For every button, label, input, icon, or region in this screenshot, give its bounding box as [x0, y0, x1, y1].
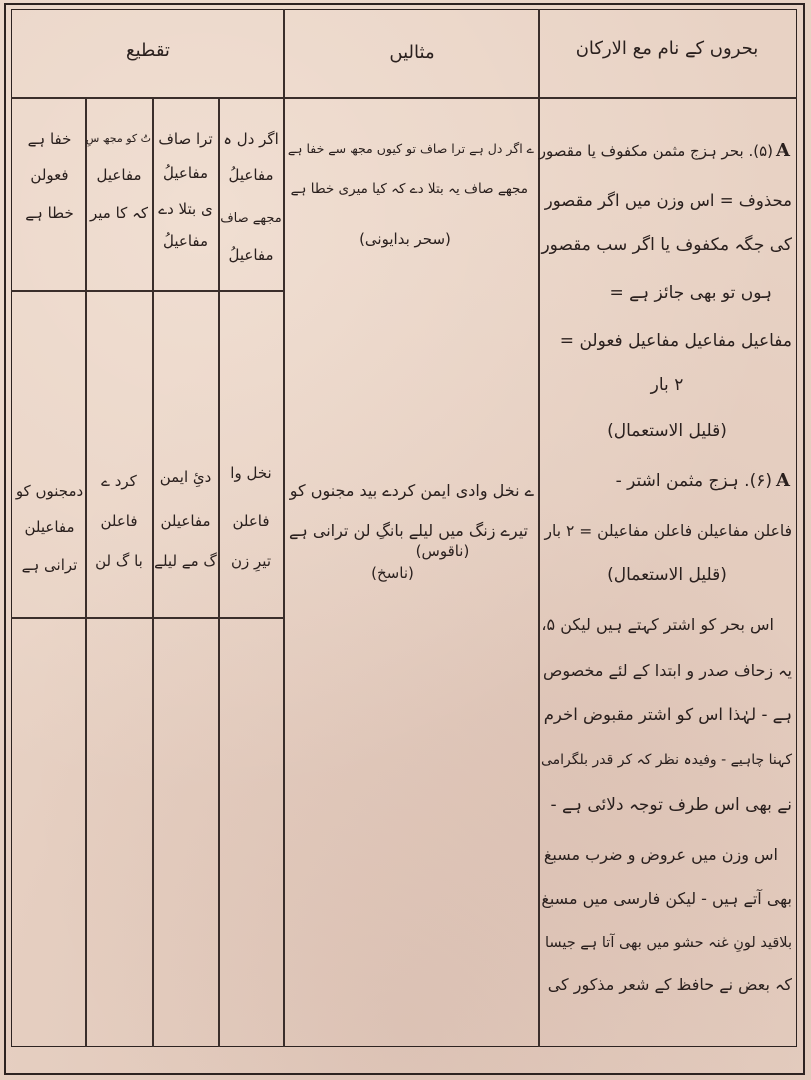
scansion-cell: مفاعیل — [96, 166, 142, 184]
names-line: (۵). بحر ہزج مثمن مکفوف یا مقصور — [538, 142, 773, 160]
scansion-row-rule — [11, 617, 283, 619]
names-line: ہوں تو بھی جائز ہے = — [609, 283, 772, 303]
names-line: بھی آتے ہیں - لیکن فارسی میں مسبغ — [541, 889, 792, 908]
scansion-cell: ی بتلا دے — [158, 200, 213, 218]
example-verse-line: ے اگر دل ہے ترا صاف تو کیوں مجھ سے خفا ہے — [287, 141, 534, 156]
names-line: ۲ بار — [650, 375, 684, 395]
scansion-cell: مفاعیلُ — [228, 166, 274, 184]
scansion-cell: ترانی ہے — [21, 556, 78, 574]
header-scansion-title: تقطیع — [126, 40, 170, 61]
header-names-title: بحروں کے نام مع الارکان — [575, 38, 759, 59]
header-rule — [11, 97, 797, 99]
names-line: (قلیل الاستعمال) — [607, 565, 727, 585]
scansion-cell: ترا صاف — [158, 130, 213, 148]
scansion-cell: خطا ہے — [25, 204, 74, 222]
scansion-cell: مفاعیلُ — [228, 246, 274, 264]
names-line: مفاعیل مفاعیل مفاعیل فعولن = — [559, 331, 792, 351]
names-line: اس وزن میں عروض و ضرب مسبغ — [543, 845, 778, 864]
names-line: نے بھی اس طرف توجہ دلائی ہے - — [550, 795, 792, 815]
scansion-cell: تیرِ زن — [230, 552, 271, 570]
scansion-cell: مفاعیلن — [24, 518, 75, 536]
header-examples-title: مثالیں — [389, 42, 435, 63]
scansion-row-rule — [11, 290, 283, 292]
scansion-cell: مجھے صاف — [220, 211, 282, 226]
scansion-cell: خفا ہے — [27, 130, 72, 148]
names-line: بلاقید لونِ غنہ حشو میں بھی آتا ہے جیسا — [544, 935, 792, 951]
scansion-cell: گ مے لیلے — [154, 552, 217, 570]
example-verse-line: مجھے صاف یہ بتلا دے کہ کیا میری خطا ہے — [290, 181, 528, 197]
scansion-cell: با گ لن — [95, 552, 143, 570]
names-line: کہنا چاہیے - وفیدہ نظر کہ کر قدر بلگرامی — [540, 752, 792, 768]
names-line: یہ زحاف صدر و ابتدا کے لئے مخصوص — [543, 661, 792, 680]
names-line: ہے - لہٰذا اس کو اشتر مقبوض اخرم — [543, 705, 792, 724]
scansion-cell: مفاعیلُ — [162, 164, 209, 182]
names-line: کی جگہ مکفوف یا اگر سب مقصور — [541, 235, 792, 255]
margin-mark: A — [776, 140, 790, 161]
scansion-cell: کہ کا میر — [89, 204, 148, 222]
names-line: کہ بعض نے حافظ کے شعر مذکور کی — [547, 975, 792, 994]
scansion-cell: نخل وا — [230, 464, 272, 482]
names-line: (قلیل الاستعمال) — [607, 421, 727, 441]
scansion-cell: فاعلن — [100, 512, 138, 530]
scansion-cell: فاعلن — [232, 512, 270, 530]
scansion-cell: تُ کو مجھ سِ — [85, 132, 151, 145]
column-rule-scansion — [283, 9, 285, 1047]
example-verse-line: تیرے زنگ میں لیلے بانگِ لن ترانی ہے — [289, 521, 528, 540]
names-line: محذوف = اس وزن میں اگر مقصور — [544, 191, 792, 210]
names-line: (۶). ہزج مثمن اشتر - — [615, 471, 772, 491]
example-poet: (ناسخ) — [371, 564, 414, 582]
example-poet: (ناقوس) — [415, 542, 470, 560]
scansion-cell: دئِ ایمن — [159, 468, 212, 486]
scansion-cell: کرد ے — [101, 472, 137, 490]
scansion-cell: مفاعیلُ — [162, 232, 209, 250]
names-line: فاعلن مفاعیلن فاعلن مفاعیلن = ۲ بار — [544, 522, 792, 540]
scansion-cell: مفاعیلن — [160, 512, 211, 530]
scansion-cell: دمجنوں کو — [15, 482, 84, 500]
names-line: اس بحر کو اشتر کہتے ہیں لیکن ۵، — [541, 615, 774, 634]
margin-mark: A — [776, 470, 790, 491]
scansion-cell: اگر دل ہ — [223, 130, 279, 148]
example-verse-line: ے نخل وادی ایمن کردے بید مجنوں کو — [289, 481, 534, 500]
scansion-cell: فعولن — [30, 166, 69, 184]
example-poet: (سحر بدایونی) — [359, 230, 451, 248]
